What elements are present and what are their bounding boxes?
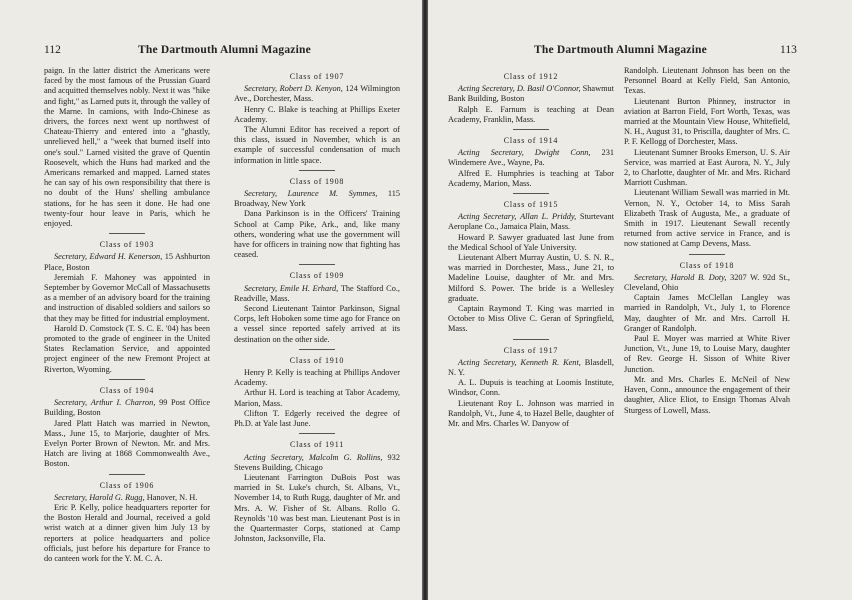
secretary-name: Emile H. Erhard, [279, 283, 339, 293]
class-heading: Class of 1909 [289, 271, 345, 281]
body-paragraph: Lieutenant Sumner Brooks Emerson, U. S. Air Service, was married at East Aurora, N. Y., July 2, to Charlotte, daughter of Mr. and Mrs. Richard Marriott Cushman. [624, 147, 790, 188]
entry-paragraph: Captain Raymond T. King was married in October to Miss Olive C. Geran of Springfield, Mass. [448, 304, 614, 334]
secretary-label: Acting Secretary, [458, 84, 515, 94]
secretary-address: 231 Windemere Ave., Wayne, Pa. [448, 148, 614, 168]
secretary-label: Secretary, [54, 398, 88, 408]
secretary-line [234, 453, 400, 473]
secretary-address: 124 Wilmington Ave., Dorchester, Mass. [234, 84, 401, 104]
secretary-address: 932 Stevens Building, Chicago [234, 452, 400, 472]
secretary-address: 15 Ashburton Place, Boston [44, 252, 210, 272]
class-heading: Class of 1908 [289, 176, 345, 186]
secretary-label: Acting Secretary, [458, 212, 517, 222]
secretary-label: Secretary, [54, 252, 88, 262]
entry-paragraph: Arthur H. Lord is teaching at Tabor Academy, Marion, Mass. [234, 388, 400, 408]
secretary-label: Acting Secretary, [244, 452, 304, 462]
secretary-name: Kenneth R. Kent, [520, 357, 581, 367]
class-heading: Class of 1918 [679, 260, 735, 270]
section-rule [513, 339, 549, 340]
left-column-1 [44, 66, 210, 564]
secretary-address: Blasdell, N. Y. [448, 357, 615, 378]
page-number-right: 113 [780, 44, 797, 56]
class-heading: Class of 1917 [503, 345, 559, 355]
entry-paragraph: Captain James McClellan Langley was married in Randolph, Vt., July 1, to Florence May, daughter of Mr. and Mrs. Carroll H. Granger of Randolph. [624, 293, 790, 333]
secretary-address: 115 Broadway, New York [234, 189, 400, 209]
secretary-name: D. Basil O'Connor, [516, 84, 581, 94]
section-rule [299, 349, 335, 350]
secretary-name: Allan L. Priddy, [520, 212, 577, 222]
class-heading: Class of 1914 [503, 136, 559, 146]
secretary-address: 3207 W. 92d St., Cleveland, Ohio [624, 272, 791, 293]
section-rule [513, 129, 549, 130]
left-page [0, 0, 422, 600]
secretary-label: Secretary, [244, 189, 278, 199]
secretary-name: Harold G. Rugg, [89, 492, 145, 502]
entry-paragraph: Mr. and Mrs. Charles E. McNeil of New Haven, Conn., announce the engagement of their daughter, Alice Eliot, to Ensign Thomas Alvah Sturgess of Lowell, Mass. [624, 374, 790, 415]
secretary-line [44, 252, 210, 272]
class-heading: Class of 1906 [99, 480, 155, 490]
entry-paragraph: Howard P. Sawyer graduated last June from the Medical School of Yale University. [448, 232, 614, 252]
entry-paragraph: Clifton T. Edgerly received the degree of Ph.D. at Yale last June. [234, 408, 400, 429]
section-rule [689, 254, 725, 255]
secretary-name: Robert D. Kenyon, [279, 84, 343, 94]
secretary-label: Secretary, [244, 84, 278, 94]
right-column-2 [624, 66, 790, 416]
entry-paragraph: Eric P. Kelly, police headquarters reporter for the Boston Herald and Journal, received a gold wrist watch at a dinner given him July 13 by reporters at police headquarters and police officials, just before his departure for France to do canteen work for the Y. M. C. A. [44, 502, 210, 563]
left-column-2 [234, 66, 400, 544]
secretary-name: Laurence M. Symmes, [287, 189, 378, 199]
class-heading: Class of 1904 [99, 385, 155, 395]
entry-paragraph: A. L. Dupuis is teaching at Loomis Institute, Windsor, Conn. [448, 378, 614, 398]
entry-paragraph: Harold D. Comstock (T. S. C. E. '04) has been promoted to the grade of engineer in the United States Reclamation Service, and appointed project engineer of the new Fremont Project at Riverton, Wyoming. [44, 323, 210, 374]
entry-paragraph: Dana Parkinson is in the Officers' Training School at Camp Pike, Ark., and, like many others, wondering what use the government will have for officers in training now that fighting has ceased. [234, 209, 400, 260]
class-heading: Class of 1915 [503, 200, 559, 210]
secretary-line [234, 84, 400, 104]
body-paragraph: Lieutenant Burton Phinney, instructor in aviation at Barron Field, Fort Worth, Texas, was married at the Mountain View House, Whitefield, N. H., August 31, to Priscilla, daughter of Mrs. C. P. F. Kellogg of Dorchester, Mass. [624, 96, 790, 147]
section-rule [513, 193, 549, 194]
secretary-address: The Stafford Co., Readville, Mass. [234, 283, 400, 303]
secretary-address: Sturtevant Aeroplane Co., Jamaica Plain, Mass. [448, 212, 614, 232]
section-rule [109, 379, 145, 380]
secretary-name: Arthur I. Charron, [90, 398, 156, 408]
secretary-name: Dwight Conn, [534, 148, 591, 158]
entry-paragraph: The Alumni Editor has received a report of this class, issued in November, which is an example of successful condensation of much information in little space. [234, 125, 400, 165]
entry-paragraph: Jared Platt Hatch was married in Newton, Mass., June 15, to Marjorie, daughter of Mrs. Evelyn Porter Brown of Newton. Mr. and Mrs. Hatch are living at 1868 Commonwealth Ave., Boston. [44, 418, 210, 469]
entry-paragraph: Lieutenant Farrington DuBois Post was married in St. Luke's church, St. Albans, Vt., November 14, to Ruth Rugg, daughter of Mr. and Mrs. A. W. Fisher of St. Albans. Rollo G. Reynolds '10 was best man. Lieutenant Post is in the Quartermaster Corps, stationed at Camp Johnston, Jacksonville, Fla. [234, 472, 400, 544]
secretary-line [44, 398, 210, 418]
secretary-line [44, 493, 210, 503]
secretary-line [624, 273, 790, 293]
entry-paragraph: Henry C. Blake is teaching at Phillips Exeter Academy. [234, 104, 400, 124]
entry-paragraph: Lieutenant Albert Murray Austin, U. S. N. R., was married in Dorchester, Mass., June 21, to Madeline Louise, daughter of Mr. and Mrs. Milford S. Power. The bride is a Wellesley graduate. [448, 253, 614, 303]
class-heading: Class of 1911 [289, 440, 345, 450]
running-head-right: The Dartmouth Alumni Magazine [534, 44, 707, 56]
secretary-label: Secretary, [54, 492, 88, 502]
right-page [428, 0, 852, 600]
secretary-address: Shawmut Bank Building, Boston [448, 84, 614, 104]
section-rule [109, 233, 145, 234]
section-rule [299, 170, 335, 171]
secretary-line [234, 284, 400, 304]
secretary-name: Malcolm G. Rollins, [309, 452, 383, 462]
entry-paragraph: Paul E. Moyer was married at White River Junction, Vt., June 19, to Louise Mary, daughter of Rev. George H. Sisson of White River Junction. [624, 334, 790, 374]
secretary-address: 99 Post Office Building, Boston [44, 398, 211, 418]
section-rule [299, 264, 335, 265]
secretary-label: Acting Secretary, [458, 148, 524, 158]
class-heading: Class of 1907 [289, 72, 345, 81]
secretary-line [448, 84, 614, 104]
entry-paragraph: Second Lieutenant Taintor Parkinson, Signal Corps, left Hoboken some time ago for France on a vessel since reported safely arrived at its destination on the other side. [234, 304, 400, 344]
section-rule [299, 433, 335, 434]
secretary-label: Secretary, [634, 272, 668, 282]
body-paragraph: Randolph. Lieutenant Johnson has been on the Personnel Board at Kelly Field, San Antonio, Texas. [624, 66, 790, 96]
class-heading: Class of 1910 [289, 355, 345, 365]
class-heading: Class of 1903 [99, 240, 155, 250]
running-head-left: The Dartmouth Alumni Magazine [138, 44, 311, 56]
entry-paragraph: Jeremiah F. Mahoney was appointed in September by Governor McCall of Massachusetts as a member of an advisory board for the training and instruction of disabled soldiers and sailors so that they may be fitted for industrial employment. [44, 272, 210, 323]
secretary-line [448, 212, 614, 232]
section-rule [109, 474, 145, 475]
entry-paragraph: Henry P. Kelly is teaching at Phillips Andover Academy. [234, 368, 400, 388]
secretary-name: Harold B. Doty, [670, 272, 727, 282]
body-paragraph: paign. In the latter district the Americans were faced by the most famous of the Prussian Guard and acquitted themselves nobly. Next it was "hike and fight," as Larned puts it, through the valley of the Marne. In camions, with Indo-Chinese as drivers, the forces next went up northwest of Chateau-Thierry and entered into a "ghastly, unrelieved hell," a "week that burned itself into one's soul." Larned visited the grave of Quentin Roosevelt, which the Huns had marked and the Americans remarked and mapped. Larned states he can say of his own responsibility that there is no doubt of the Huns' shelling ambulance stations, for he has seen it done. He had one twenty-four hour leave in Paris, which he enjoyed. [44, 66, 210, 229]
right-column-1 [448, 66, 614, 429]
secretary-address: Hanover, N. H. [146, 492, 198, 502]
secretary-line [448, 148, 614, 168]
page-number-left: 112 [44, 44, 61, 56]
secretary-line [448, 358, 614, 378]
entry-paragraph: Ralph E. Farnum is teaching at Dean Academy, Franklin, Mass. [448, 104, 614, 124]
entry-paragraph: Lieutenant Roy L. Johnson was married in Randolph, Vt., June 4, to Hazel Belle, daughter of Mr. and Mrs. Charles W. Danyow of [448, 398, 614, 429]
secretary-label: Acting Secretary, [458, 357, 517, 367]
secretary-name: Edward H. Kenerson, [89, 252, 163, 262]
entry-paragraph: Alfred E. Humphries is teaching at Tabor Academy, Marion, Mass. [448, 168, 614, 188]
body-paragraph: Lieutenant William Sewall was married in Mt. Vernon, N. Y., October 14, to Miss Sarah Elizabeth Trask of Augusta, Me., a graduate of Smith in 1917. Lieutenant Sewall recently returned from active service in France, and is now stationed at Camp Devens, Mass. [624, 188, 790, 249]
secretary-line [234, 189, 400, 209]
secretary-label: Secretary, [244, 283, 278, 293]
class-heading: Class of 1912 [503, 72, 559, 81]
